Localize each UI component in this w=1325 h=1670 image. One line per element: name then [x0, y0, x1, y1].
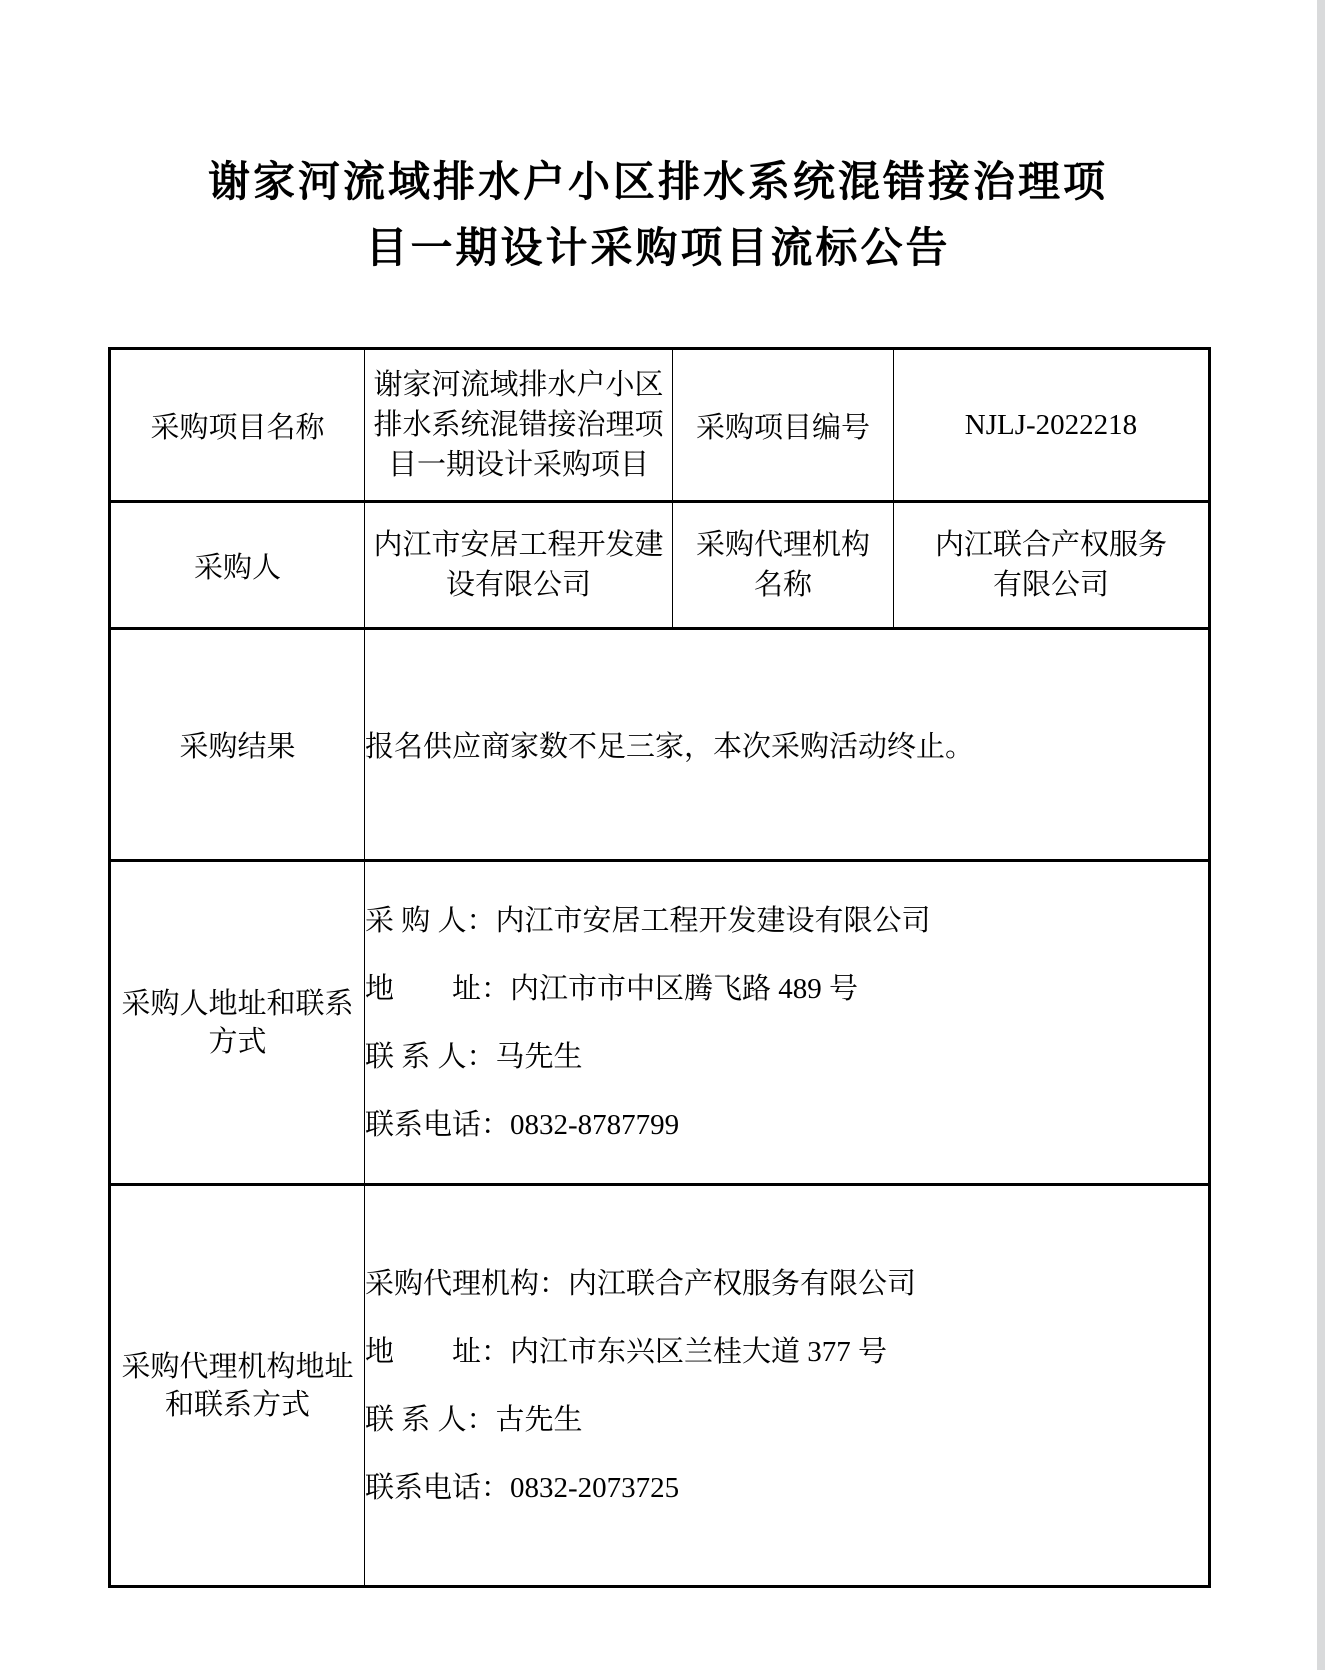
- agency-contact-label-line: 采购代理机构地址: [121, 1350, 354, 1383]
- agency-value-cell: [894, 502, 1210, 629]
- agency-contact-name-line: 采购代理机构：内江联合产权服务有限公司: [365, 1267, 917, 1300]
- agency-contact-label-cell: [110, 1185, 365, 1587]
- announcement-table: [108, 347, 1211, 1588]
- project-name-value-cell: [365, 349, 673, 502]
- purchaser-contact-label-cell: [110, 861, 365, 1185]
- agency-label-line: 名称: [753, 569, 812, 601]
- purchaser-contact-label: [111, 985, 364, 1061]
- agency-contact-info: [365, 1250, 1208, 1522]
- agency-contact-label: [111, 1348, 364, 1424]
- agency-contact-label-line: 和联系方式: [164, 1388, 310, 1421]
- document-title: [108, 150, 1208, 282]
- agency-label-cell: [673, 502, 894, 629]
- purchaser-label: 采购人: [193, 551, 281, 584]
- purchaser-contact-value-cell: [365, 861, 1210, 1185]
- project-number-label: 采购项目编号: [695, 411, 870, 444]
- row-purchaser-contact: [110, 861, 1210, 1185]
- row-project-name: [110, 349, 1210, 502]
- agency-value: [894, 525, 1208, 605]
- row-result: [110, 629, 1210, 861]
- project-number-value: NJLJ-2022218: [964, 408, 1138, 441]
- purchaser-contact-label-line: 方式: [208, 1025, 267, 1058]
- purchaser-contact-address-line: 地 址：内江市市中区腾飞路 489 号: [365, 972, 859, 1005]
- project-name-value-line: 谢家河流域排水户小区: [373, 369, 664, 401]
- purchaser-value: [365, 525, 672, 605]
- document-title-line-1: 谢家河流域排水户小区排水系统混错接治理项: [207, 160, 1108, 206]
- agency-value-line: 内江联合产权服务: [934, 529, 1167, 561]
- purchaser-contact-name-line: 采 购 人：内江市安居工程开发建设有限公司: [365, 904, 931, 937]
- agency-contact-value-cell: [365, 1185, 1210, 1587]
- agency-value-line: 有限公司: [992, 569, 1109, 601]
- page-edge-strip: [1317, 0, 1325, 1670]
- project-number-label-cell: [673, 349, 894, 502]
- agency-label-line: 采购代理机构: [695, 529, 870, 561]
- agency-contact-person-line: 联 系 人：古先生: [365, 1403, 583, 1436]
- purchaser-contact-info: [365, 887, 1208, 1159]
- purchaser-contact-label-line: 采购人地址和联系: [121, 987, 354, 1020]
- result-value-cell: [365, 629, 1210, 861]
- purchaser-value-line: 设有限公司: [445, 569, 591, 601]
- project-name-value: [365, 365, 672, 485]
- result-label: 采购结果: [179, 731, 296, 763]
- project-name-value-line: 排水系统混错接治理项: [373, 409, 664, 441]
- result-label-cell: [110, 629, 365, 861]
- purchaser-contact-phone-line: 联系电话：0832-8787799: [365, 1108, 680, 1141]
- result-value: 报名供应商家数不足三家，本次采购活动终止。: [365, 731, 975, 763]
- agency-label: [673, 525, 893, 605]
- document-title-line-2: 目一期设计采购项目流标公告: [365, 226, 951, 272]
- purchaser-value-cell: [365, 502, 673, 629]
- row-agency-contact: [110, 1185, 1210, 1587]
- purchaser-value-line: 内江市安居工程开发建: [373, 529, 664, 561]
- project-name-value-line: 目一期设计采购项目: [387, 449, 649, 481]
- project-number-value-cell: [894, 349, 1210, 502]
- purchaser-contact-person-line: 联 系 人：马先生: [365, 1040, 583, 1073]
- agency-contact-address-line: 地 址：内江市东兴区兰桂大道 377 号: [365, 1335, 888, 1368]
- agency-contact-phone-line: 联系电话：0832-2073725: [365, 1471, 680, 1504]
- purchaser-label-cell: [110, 502, 365, 629]
- project-name-label-cell: [110, 349, 365, 502]
- project-name-label: 采购项目名称: [150, 411, 325, 444]
- row-purchaser: [110, 502, 1210, 629]
